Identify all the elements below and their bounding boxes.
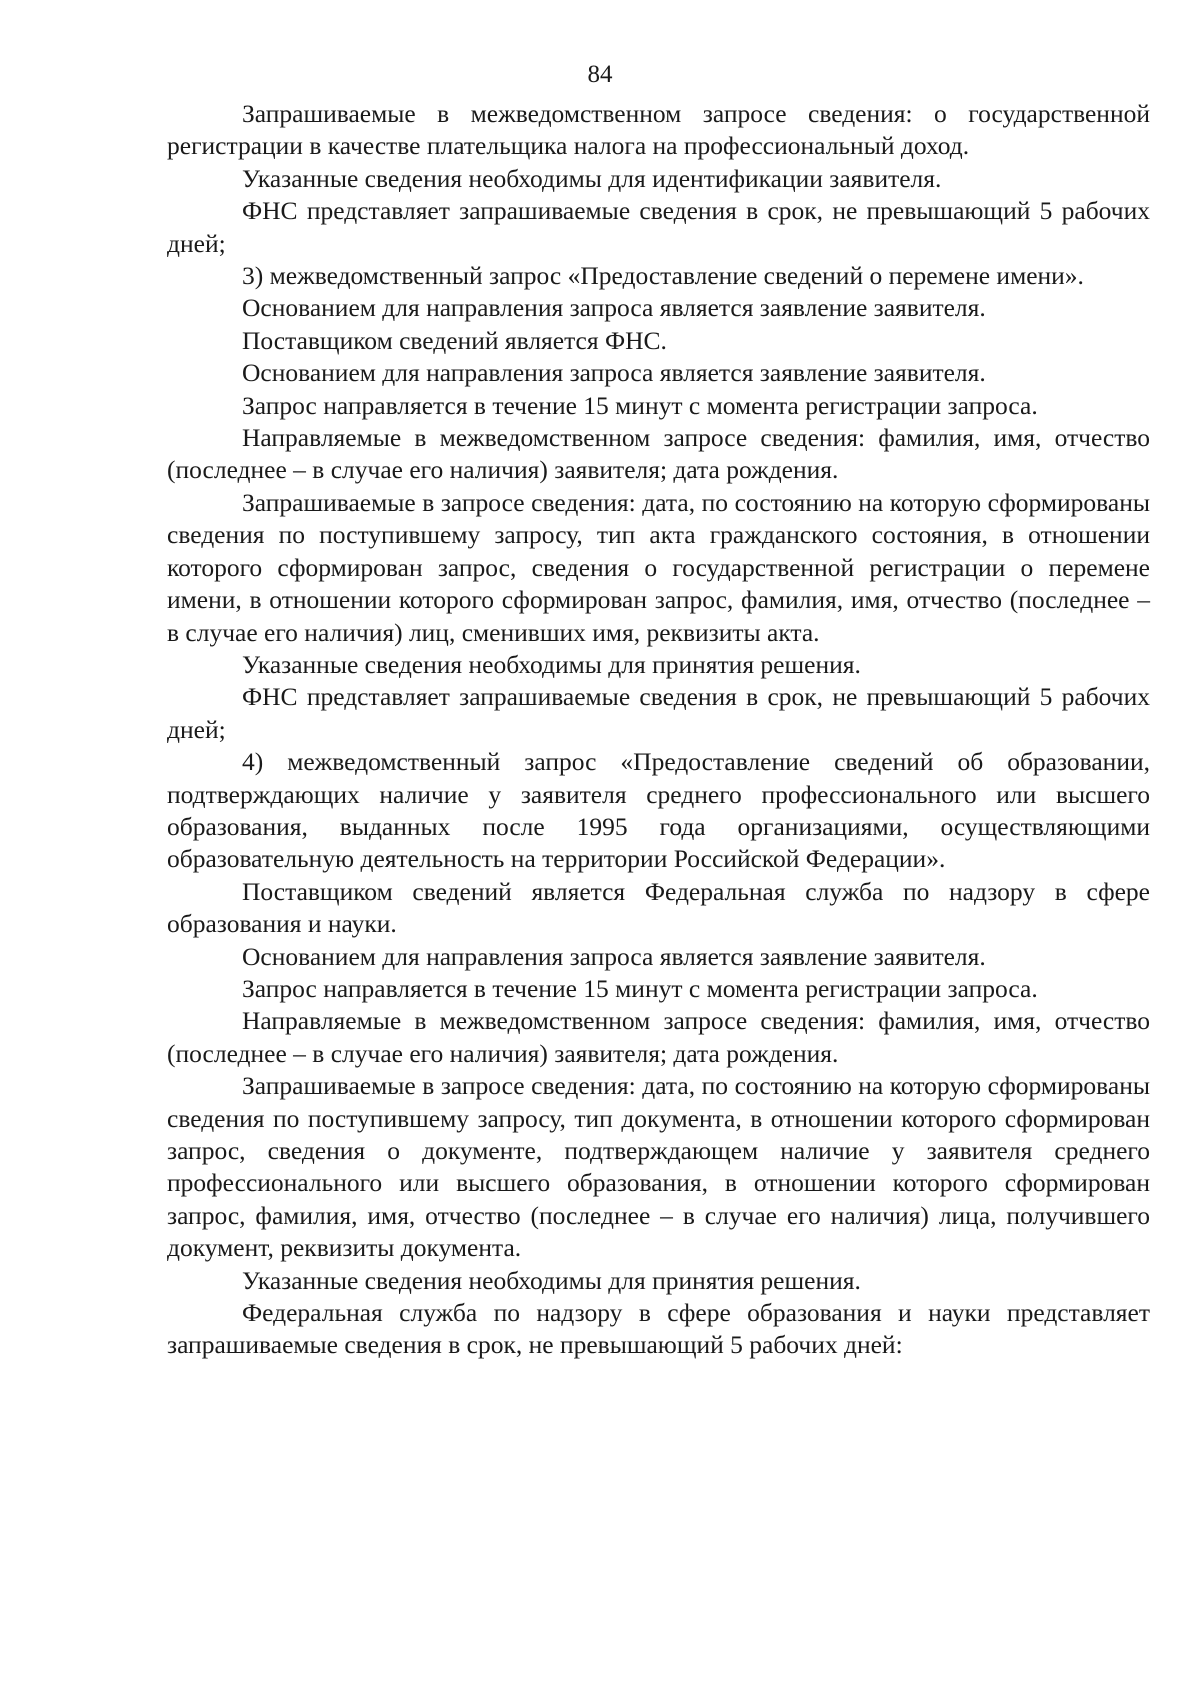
paragraph-13: 4) межведомственный запрос «Предоставление сведений об образовании, подтверждающих наличие у заявителя среднего профессионального или высшего образования, выданных после 1995 года организациями, осуществляющими образовательную деятельность на территории Российской Федерации».	[167, 747, 1150, 874]
paragraph-5: Основанием для направления запроса является заявление заявителя.	[242, 293, 986, 323]
page-number: 84	[587, 61, 613, 88]
paragraph-16: Запрос направляется в течение 15 минут с момента регистрации запроса.	[242, 973, 1038, 1003]
paragraph-18: Запрашиваемые в запросе сведения: дата, по состоянию на которую сформированы сведения по поступившему запросу, тип документа, в отношении которого сформирован запрос, сведения о документе, подтверждающем наличие у заявителя среднего профессионального или высшего образования, в отношении которого сформирован запрос, фамилия, имя, отчество (последнее – в случае его наличия) лица, получившего документ, реквизиты документа.	[167, 1071, 1150, 1263]
paragraph-17: Направляемые в межведомственном запросе сведения: фамилия, имя, отчество (последнее – в случае его наличия) заявителя; дата рождения.	[167, 1006, 1150, 1068]
paragraph-9: Направляемые в межведомственном запросе сведения: фамилия, имя, отчество (последнее – в случае его наличия) заявителя; дата рождения.	[167, 423, 1150, 485]
document-body	[167, 98, 1150, 1362]
paragraph-15: Основанием для направления запроса является заявление заявителя.	[242, 941, 986, 971]
paragraph-1: Запрашиваемые в межведомственном запросе сведения: о государственной регистрации в качестве плательщика налога на профессиональный доход.	[167, 99, 1150, 161]
paragraph-8: Запрос направляется в течение 15 минут с момента регистрации запроса.	[242, 390, 1038, 420]
paragraph-14: Поставщиком сведений является Федеральная служба по надзору в сфере образования и науки.	[167, 876, 1150, 939]
paragraph-4: 3) межведомственный запрос «Предоставление сведений о перемене имени».	[242, 261, 1084, 291]
paragraph-2: Указанные сведения необходимы для идентификации заявителя.	[242, 163, 942, 193]
paragraph-20: Федеральная служба по надзору в сфере образования и науки представляет запрашиваемые сведения в срок, не превышающий 5 рабочих дней:	[167, 1298, 1150, 1360]
paragraph-19: Указанные сведения необходимы для принятия решения.	[242, 1265, 861, 1295]
paragraph-12: ФНС представляет запрашиваемые сведения в срок, не превышающий 5 рабочих дней;	[167, 682, 1150, 744]
paragraph-6: Поставщиком сведений является ФНС.	[242, 325, 667, 355]
paragraph-11: Указанные сведения необходимы для принятия решения.	[242, 649, 861, 679]
paragraph-10: Запрашиваемые в запросе сведения: дата, по состоянию на которую сформированы сведения по поступившему запросу, тип акта гражданского состояния, в отношении которого сформирован запрос, сведения о государственной регистрации о перемене имени, в отношении которого сформирован запрос, фамилия, имя, отчество (последнее – в случае его наличия) лиц, сменивших имя, реквизиты акта.	[167, 487, 1150, 647]
paragraph-7: Основанием для направления запроса является заявление заявителя.	[242, 358, 986, 388]
paragraph-3: ФНС представляет запрашиваемые сведения в срок, не превышающий 5 рабочих дней;	[167, 196, 1150, 258]
